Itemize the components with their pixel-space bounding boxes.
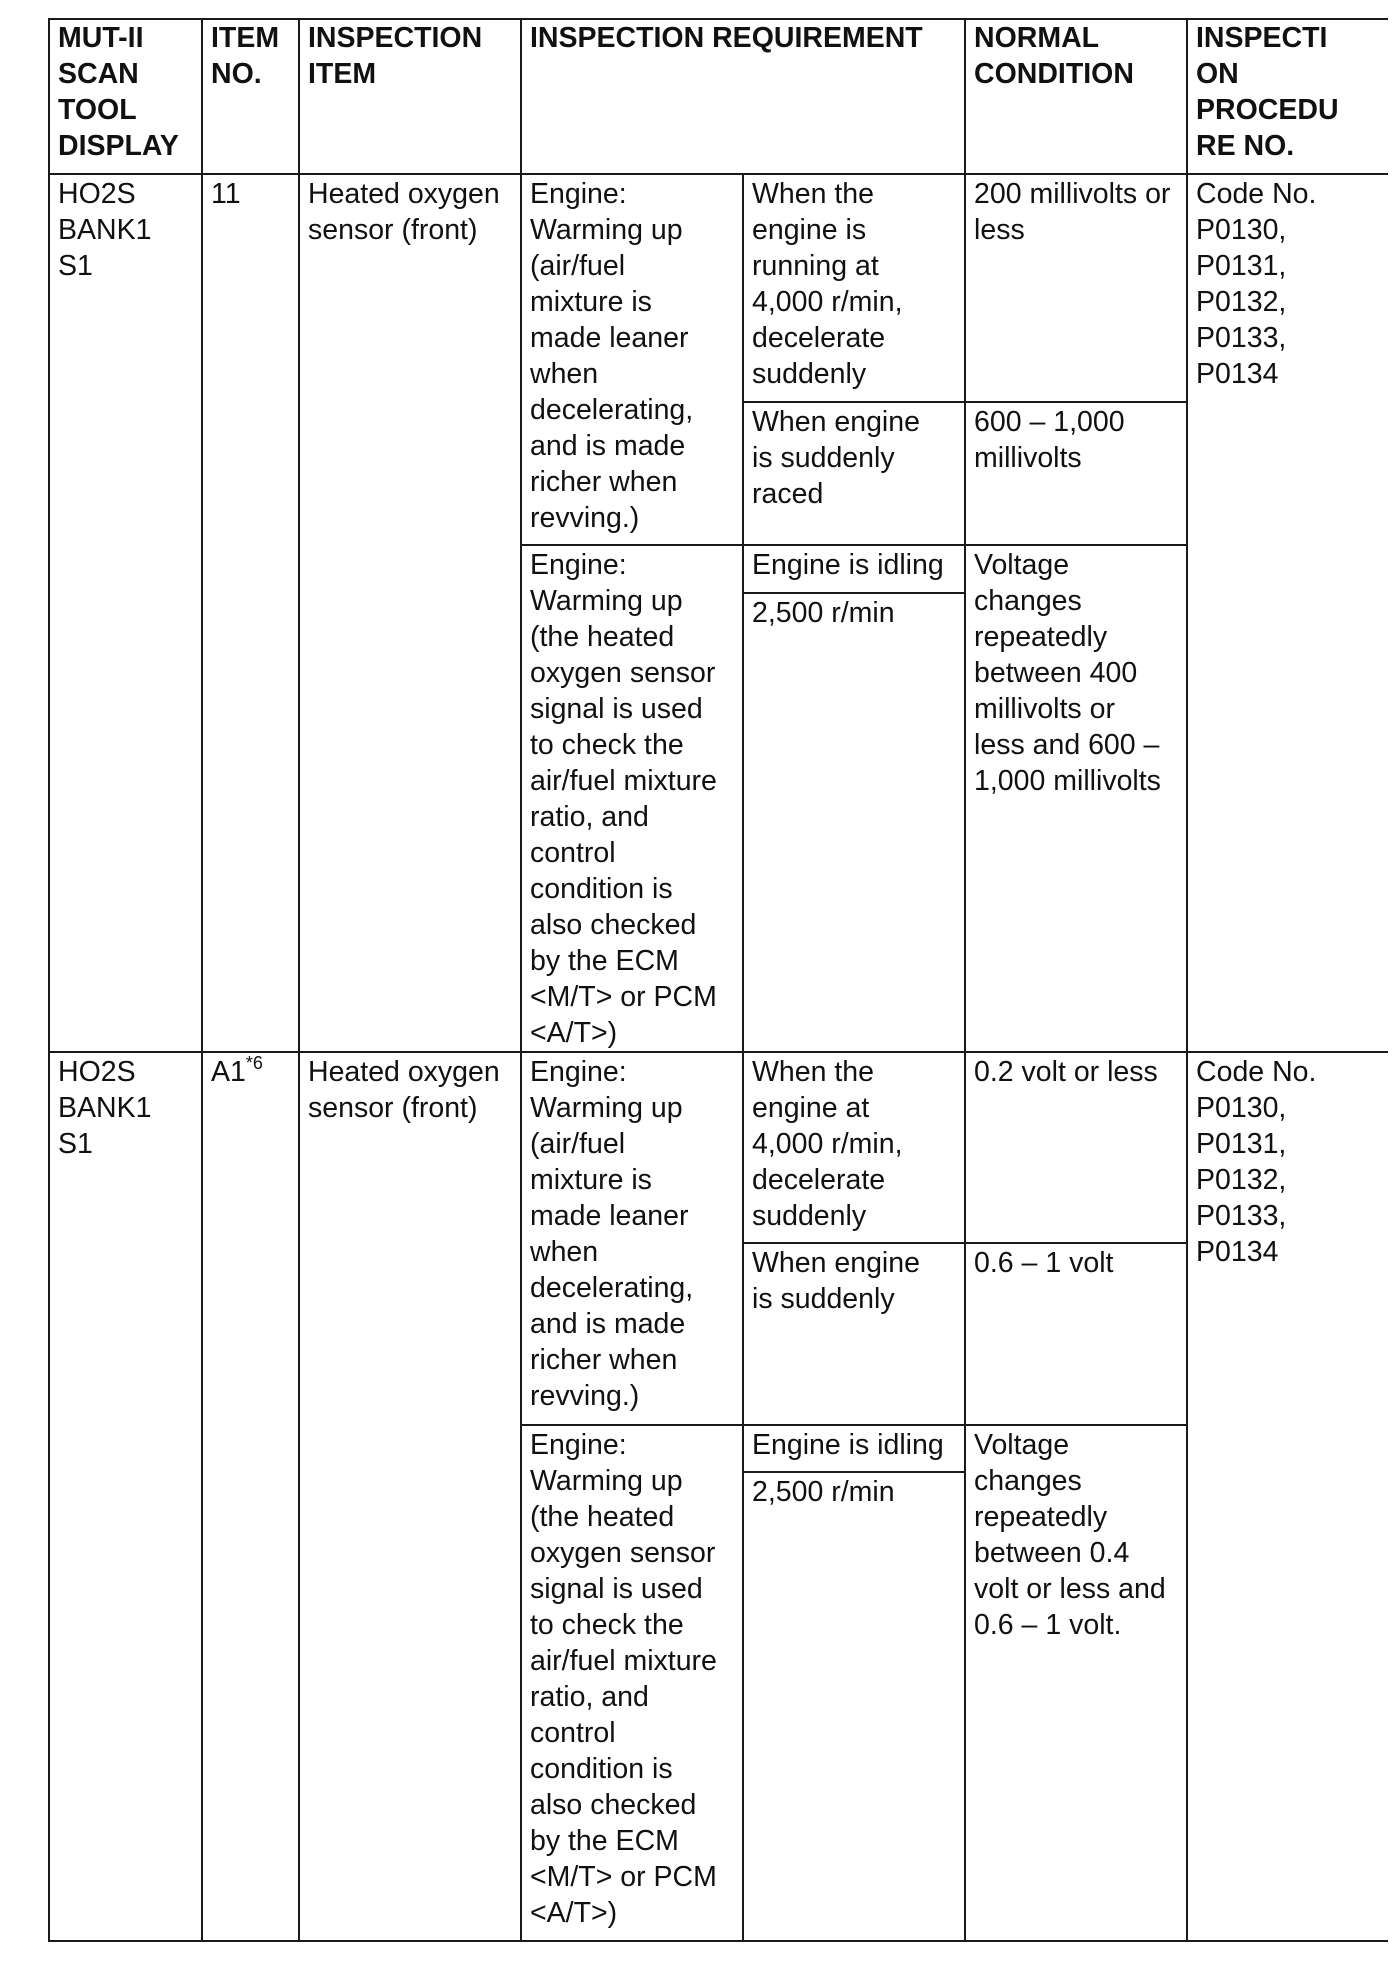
normal-condition-cell: 600 – 1,000 millivolts bbox=[965, 402, 1187, 545]
requirement-cell: When the engine is running at 4,000 r/min, decelerate suddenly bbox=[743, 174, 965, 402]
header-inspection-requirement: INSPECTION REQUIREMENT bbox=[521, 19, 965, 174]
normal-condition-cell: 0.6 – 1 volt bbox=[965, 1243, 1187, 1425]
header-item-no: ITEM NO. bbox=[202, 19, 299, 174]
engine-condition-cell: Engine: Warming up (the heated oxygen sensor signal is used to check the air/fuel mixture ratio, and control condition is also checked by the ECM <M/T> or PCM <A/T>) bbox=[521, 1425, 743, 1941]
item-no-value: A1 bbox=[211, 1056, 246, 1088]
requirement-cell: Engine is idling bbox=[743, 545, 965, 593]
scan-tool-display-cell: HO2S BANK1 S1 bbox=[49, 1052, 202, 1941]
item-no-cell bbox=[202, 1052, 299, 1941]
scan-tool-display-cell: HO2S BANK1 S1 bbox=[49, 174, 202, 1052]
table-row bbox=[49, 174, 1388, 402]
document-page bbox=[48, 18, 1388, 1947]
requirement-cell: When engine is suddenly raced bbox=[743, 402, 965, 545]
engine-condition-cell: Engine: Warming up (air/fuel mixture is made leaner when decelerating, and is made richer when revving.) bbox=[521, 174, 743, 545]
table-row bbox=[49, 1052, 1388, 1243]
inspection-item-cell: Heated oxygen sensor (front) bbox=[299, 1052, 521, 1941]
item-no-value: 11 bbox=[211, 178, 241, 210]
normal-condition-cell: Voltage changes repeatedly between 0.4 volt or less and 0.6 – 1 volt. bbox=[965, 1425, 1187, 1941]
requirement-cell: When the engine at 4,000 r/min, decelerate suddenly bbox=[743, 1052, 965, 1243]
header-inspection-item: INSPECTION ITEM bbox=[299, 19, 521, 174]
inspection-table bbox=[48, 18, 1388, 1942]
header-row bbox=[49, 19, 1388, 174]
normal-condition-cell: Voltage changes repeatedly between 400 millivolts or less and 600 – 1,000 millivolts bbox=[965, 545, 1187, 1052]
requirement-cell: Engine is idling bbox=[743, 1425, 965, 1472]
requirement-cell: 2,500 r/min bbox=[743, 593, 965, 1052]
procedure-no-cell: Code No. P0130, P0131, P0132, P0133, P0134 bbox=[1187, 1052, 1388, 1941]
requirement-cell: 2,500 r/min bbox=[743, 1472, 965, 1941]
inspection-item-cell: Heated oxygen sensor (front) bbox=[299, 174, 521, 1052]
item-no-footnote: *6 bbox=[245, 1053, 263, 1073]
header-normal-condition: NORMAL CONDITION bbox=[965, 19, 1187, 174]
procedure-no-cell: Code No. P0130, P0131, P0132, P0133, P0134 bbox=[1187, 174, 1388, 1052]
header-scan-tool-display: MUT-II SCAN TOOL DISPLAY bbox=[49, 19, 202, 174]
requirement-cell: When engine is suddenly bbox=[743, 1243, 965, 1425]
item-no-cell bbox=[202, 174, 299, 1052]
engine-condition-cell: Engine: Warming up (the heated oxygen sensor signal is used to check the air/fuel mixture ratio, and control condition is also checked by the ECM <M/T> or PCM <A/T>) bbox=[521, 545, 743, 1052]
normal-condition-cell: 0.2 volt or less bbox=[965, 1052, 1187, 1243]
engine-condition-cell: Engine: Warming up (air/fuel mixture is made leaner when decelerating, and is made richer when revving.) bbox=[521, 1052, 743, 1425]
header-procedure-no: INSPECTI ON PROCEDU RE NO. bbox=[1187, 19, 1388, 174]
normal-condition-cell: 200 millivolts or less bbox=[965, 174, 1187, 402]
